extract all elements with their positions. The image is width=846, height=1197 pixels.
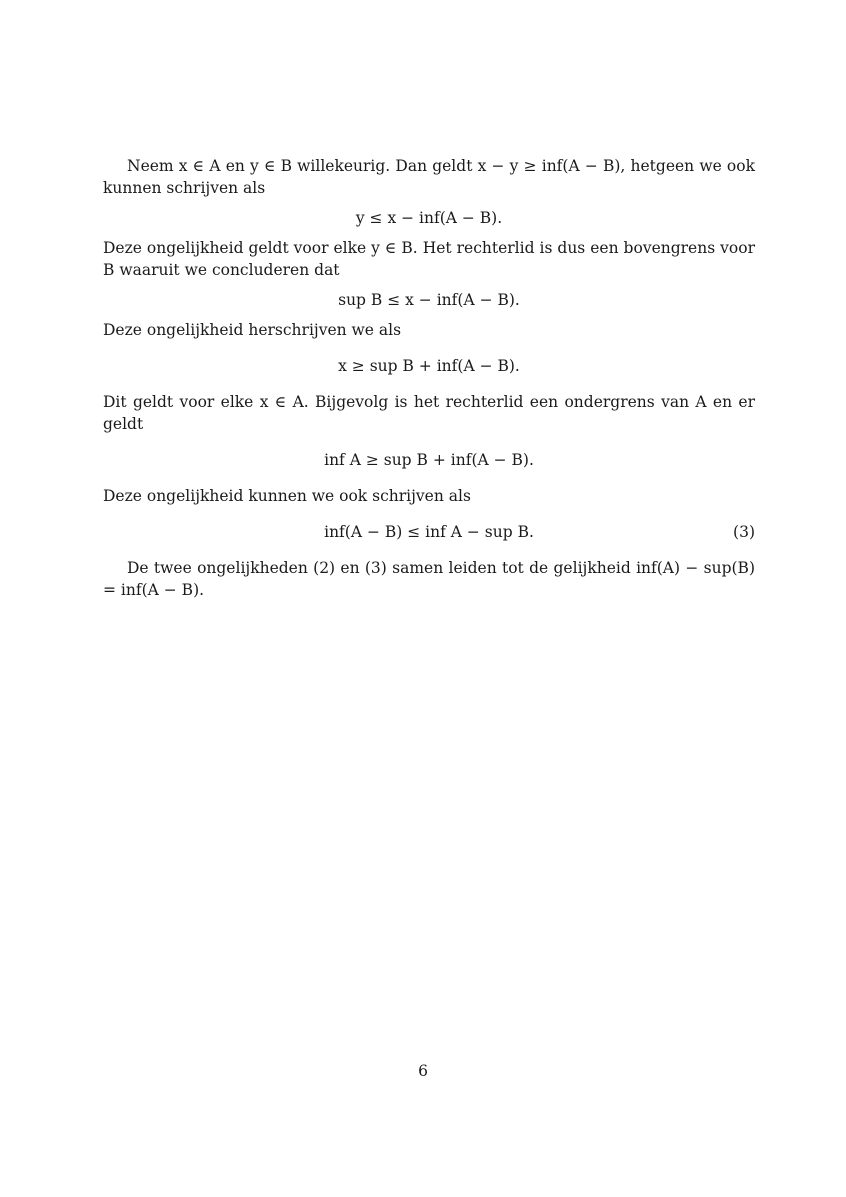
equation-5: inf(A − B) ≤ inf A − sup B. xyxy=(324,523,534,541)
paragraph-3: Deze ongelijkheid herschrijven we als xyxy=(103,321,402,339)
equation-1: y ≤ x − inf(A − B). xyxy=(355,209,503,227)
paragraph-6: De twee ongelijkheden (2) en (3) samen leiden tot de gelijkheid inf(A) − sup(B) = inf(A − B). xyxy=(103,559,755,599)
equation-2: sup B ≤ x − inf(A − B). xyxy=(338,291,520,309)
paragraph-5: Deze ongelijkheid kunnen we ook schrijven als xyxy=(103,487,471,505)
equation-number: (3) xyxy=(733,523,755,541)
paragraph-4: Dit geldt voor elke x ∈ A. Bijgevolg is het rechterlid een ondergrens van A en er geldt xyxy=(103,393,755,433)
equation-5-row xyxy=(103,521,755,543)
paragraph-1: Neem x ∈ A en y ∈ B willekeurig. Dan geldt x − y ≥ inf(A − B), hetgeen we ook kunnen schrijven als xyxy=(103,157,755,197)
equation-4: inf A ≥ sup B + inf(A − B). xyxy=(324,451,534,469)
paragraph-2: Deze ongelijkheid geldt voor elke y ∈ B. Het rechterlid is dus een bovengrens voor B waaruit we concluderen dat xyxy=(103,239,755,279)
page-body xyxy=(103,155,755,601)
page-number: 6 xyxy=(418,1062,428,1080)
equation-3: x ≥ sup B + inf(A − B). xyxy=(338,357,520,375)
